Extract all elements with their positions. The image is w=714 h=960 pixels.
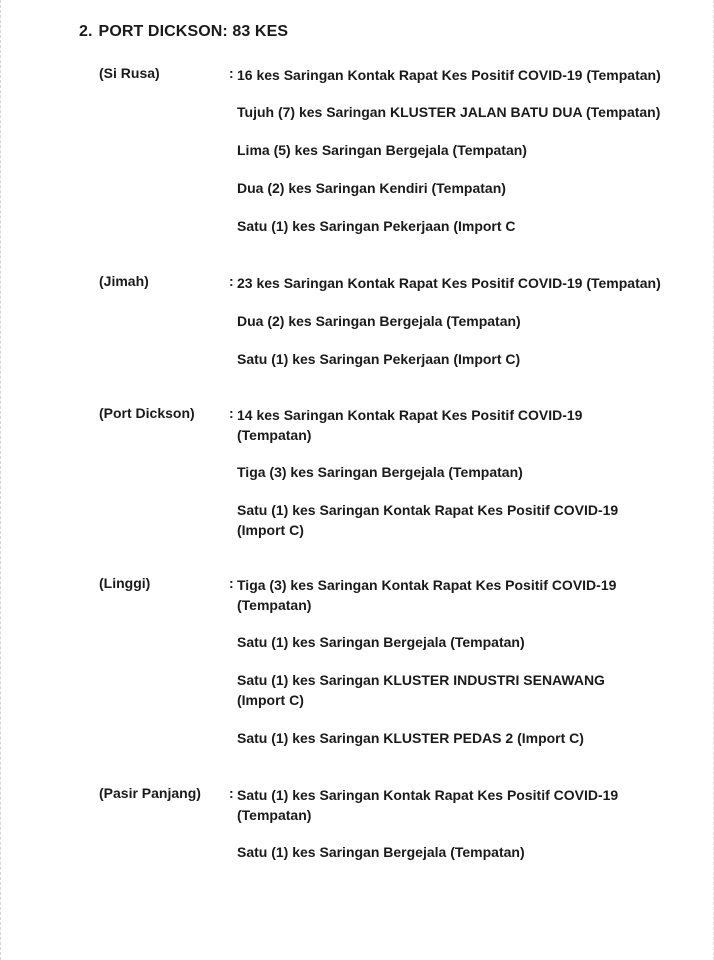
case-entry: Satu (1) kes Saringan Bergejala (Tempatan) [237,844,525,860]
case-entry: Tujuh (7) kes Saringan KLUSTER JALAN BATU DUA (Tempatan) [237,104,661,120]
case-entry: Satu (1) kes Saringan Pekerjaan (Import C) [237,351,521,367]
colon-separator: : [229,575,234,591]
case-entry: 23 kes Saringan Kontak Rapat Kes Positif COVID-19 (Tempatan) [237,275,661,291]
case-entry: Satu (1) kes Saringan Kontak Rapat Kes Positif COVID-19 (Import C) [237,502,619,538]
area-label: (Port Dickson) [99,405,195,421]
area-label: (Pasir Panjang) [99,785,201,801]
colon-separator: : [229,273,234,289]
case-entry: Satu (1) kes Saringan KLUSTER INDUSTRI SENAWANG (Import C) [237,672,605,708]
case-entry: Satu (1) kes Saringan KLUSTER PEDAS 2 (Import C) [237,730,584,746]
case-entry: 14 kes Saringan Kontak Rapat Kes Positif COVID-19 (Tempatan) [237,407,583,443]
area-label: (Jimah) [99,273,149,289]
area-label: (Linggi) [99,575,151,591]
heading-title: PORT DICKSON: 83 KES [98,23,289,40]
colon-separator: : [229,65,234,81]
area-label: (Si Rusa) [99,65,160,81]
case-entry: Satu (1) kes Saringan Bergejala (Tempatan) [237,634,525,650]
case-entry: 16 kes Saringan Kontak Rapat Kes Positif COVID-19 (Tempatan) [237,67,661,83]
case-entry: Lima (5) kes Saringan Bergejala (Tempatan) [237,142,527,158]
case-entry: Satu (1) kes Saringan Pekerjaan (Import C [237,218,516,234]
section-heading [79,23,288,41]
case-entry: Dua (2) kes Saringan Kendiri (Tempatan) [237,180,506,196]
colon-separator: : [229,785,234,801]
case-entry: Dua (2) kes Saringan Bergejala (Tempatan) [237,313,521,329]
case-entry: Tiga (3) kes Saringan Bergejala (Tempatan) [237,464,523,480]
colon-separator: : [229,405,234,421]
case-entry: Satu (1) kes Saringan Kontak Rapat Kes Positif COVID-19 (Tempatan) [237,787,619,823]
heading-number: 2. [79,23,93,40]
case-entry: Tiga (3) kes Saringan Kontak Rapat Kes Positif COVID-19 (Tempatan) [237,577,617,613]
